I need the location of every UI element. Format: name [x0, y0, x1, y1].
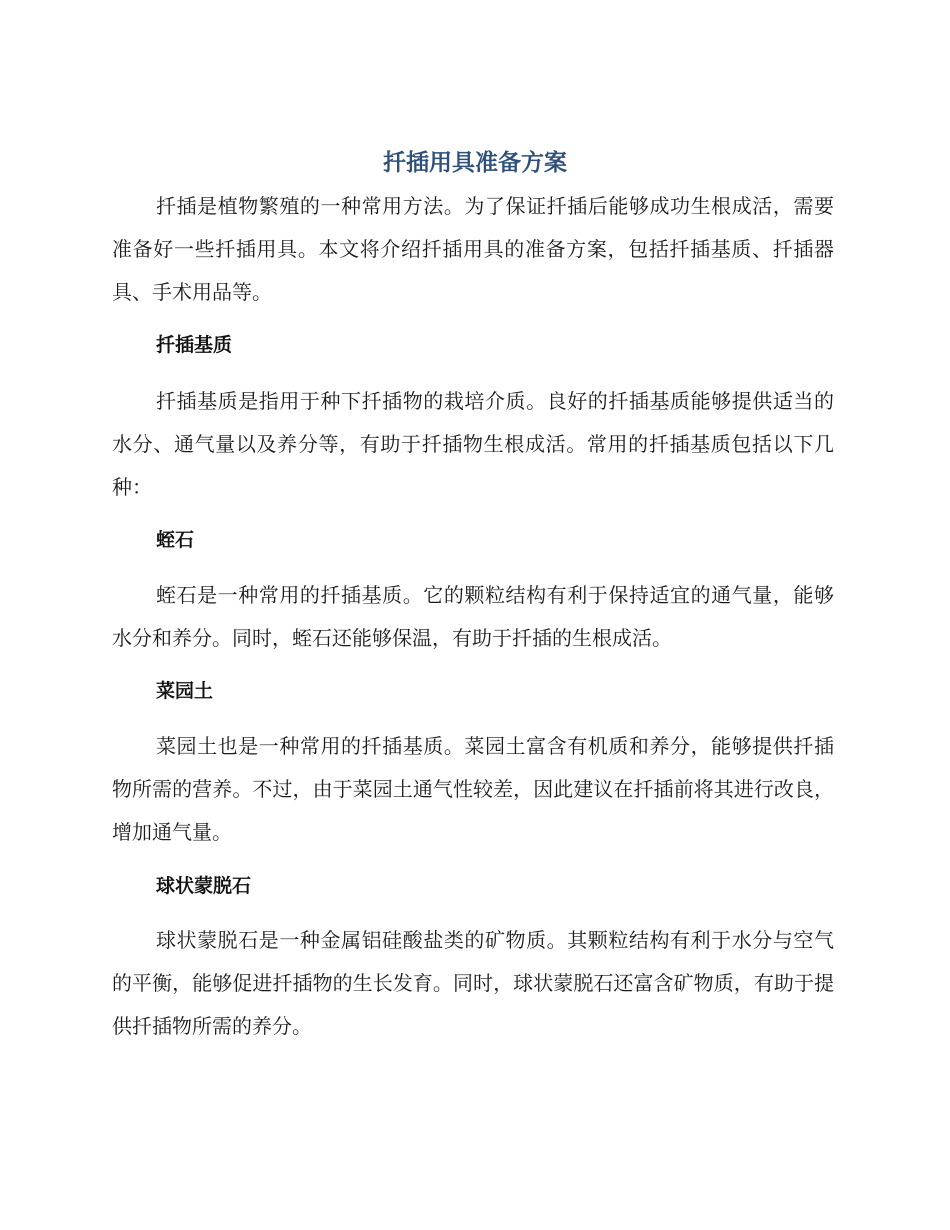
item-paragraph-vermiculite: 蛭石是一种常用的扦插基质。它的颗粒结构有利于保持适宜的通气量，能够水分和养分。同时，蛭石还能够保温，有助于扦插的生根成活。	[112, 583, 834, 650]
item-heading-montmorillonite: 球状蒙脱石	[156, 875, 252, 897]
item-paragraph-montmorillonite: 球状蒙脱石是一种金属铝硅酸盐类的矿物质。其颗粒结构有利于水分与空气的平衡，能够促进扦插物的生长发育。同时，球状蒙脱石还富含矿物质，有助于提供扦插物所需的养分。	[112, 928, 834, 1038]
section-heading-substrate: 扦插基质	[156, 334, 233, 356]
item-heading-vermiculite: 蛭石	[156, 529, 195, 551]
item-heading-garden-soil: 菜园土	[156, 680, 214, 702]
intro-paragraph: 扦插是植物繁殖的一种常用方法。为了保证扦插后能够成功生根成活，需要准备好一些扦插用具。本文将介绍扦插用具的准备方案，包括扦插基质、扦插器具、手术用品等。	[112, 194, 834, 304]
document-title: 扦插用具准备方案	[383, 150, 567, 176]
section-paragraph-substrate: 扦插基质是指用于种下扦插物的栽培介质。良好的扦插基质能够提供适当的水分、通气量以及养分等，有助于扦插物生根成活。常用的扦插基质包括以下几种：	[112, 389, 834, 499]
item-paragraph-garden-soil: 菜园土也是一种常用的扦插基质。菜园土富含有机质和养分，能够提供扦插物所需的营养。不过，由于菜园土通气性较差，因此建议在扦插前将其进行改良，增加通气量。	[112, 734, 834, 844]
